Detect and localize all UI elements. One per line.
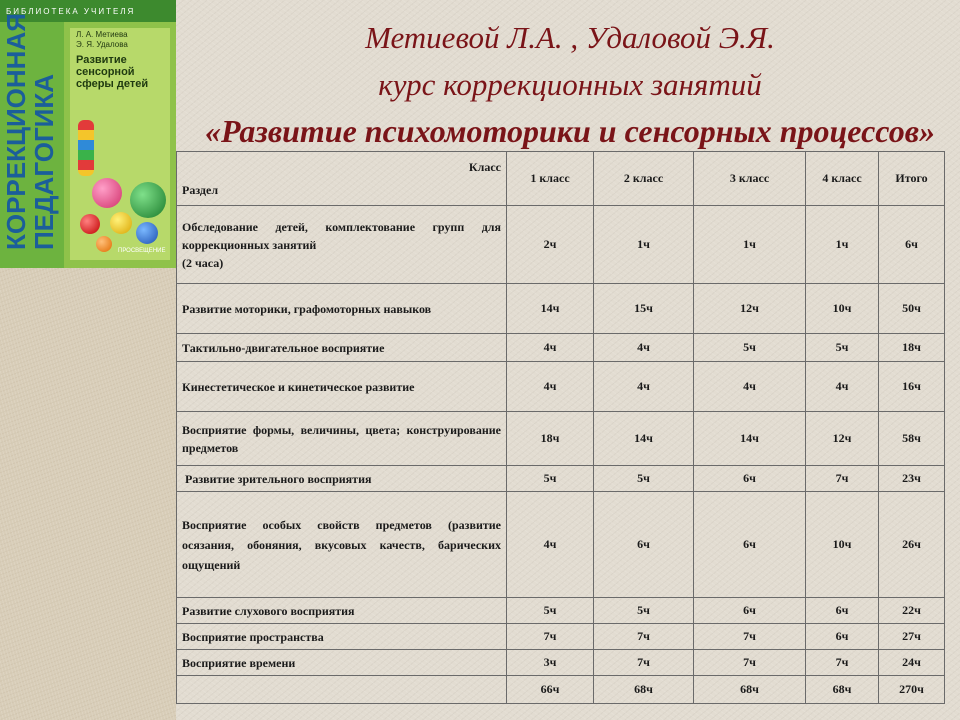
- value-cell: 14ч: [594, 412, 694, 466]
- cover-publisher: ПРОСВЕЩЕНИЕ: [118, 248, 166, 254]
- value-cell: 6ч: [694, 492, 806, 598]
- value-cell: 1ч: [694, 206, 806, 284]
- total-cell: 68ч: [594, 676, 694, 704]
- total-cell: 68ч: [694, 676, 806, 704]
- value-cell: 3ч: [507, 650, 594, 676]
- value-cell: 4ч: [694, 362, 806, 412]
- section-cell: Восприятие пространства: [177, 624, 507, 650]
- cover-vertical-title-line-1: КОРРЕКЦИОННАЯ: [1, 13, 31, 250]
- section-cell: Кинестетическое и кинетическое развитие: [177, 362, 507, 412]
- total-cell: 66ч: [507, 676, 594, 704]
- value-cell: 16ч: [879, 362, 945, 412]
- value-cell: 58ч: [879, 412, 945, 466]
- value-cell: 4ч: [507, 362, 594, 412]
- value-cell: 15ч: [594, 284, 694, 334]
- section-cell: Тактильно-двигательное восприятие: [177, 334, 507, 362]
- value-cell: 26ч: [879, 492, 945, 598]
- value-cell: 6ч: [806, 624, 879, 650]
- toy-ball-blue: [136, 222, 158, 244]
- column-header: 2 класс: [594, 152, 694, 206]
- cover-vertical-title: [2, 13, 58, 250]
- cover-author-2: Э. Я. Удалова: [76, 40, 128, 49]
- value-cell: 10ч: [806, 284, 879, 334]
- value-cell: 10ч: [806, 492, 879, 598]
- value-cell: 50ч: [879, 284, 945, 334]
- value-cell: 5ч: [594, 466, 694, 492]
- title-course-name: «Развитие психомоторики и сенсорных процессов»: [205, 113, 935, 149]
- value-cell: 24ч: [879, 650, 945, 676]
- table-header-row: [177, 152, 945, 206]
- value-cell: 7ч: [594, 624, 694, 650]
- value-cell: 1ч: [806, 206, 879, 284]
- table-row: [177, 412, 945, 466]
- value-cell: 4ч: [594, 334, 694, 362]
- value-cell: 7ч: [594, 650, 694, 676]
- toy-ball-pink: [92, 178, 122, 208]
- value-cell: 12ч: [694, 284, 806, 334]
- toy-ball-red: [80, 214, 100, 234]
- header-class-label: Класс: [468, 159, 501, 174]
- toy-ball-orange: [96, 236, 112, 252]
- table-row: [177, 206, 945, 284]
- value-cell: 5ч: [694, 334, 806, 362]
- column-header: 3 класс: [694, 152, 806, 206]
- cover-book-title: Развитие сенсорной сферы детей: [76, 54, 149, 90]
- book-cover-image: [0, 0, 176, 268]
- column-header: Итого: [879, 152, 945, 206]
- section-cell: Развитие моторики, графомоторных навыков: [177, 284, 507, 334]
- value-cell: 4ч: [594, 362, 694, 412]
- value-cell: 23ч: [879, 466, 945, 492]
- table-row: [177, 650, 945, 676]
- value-cell: 6ч: [594, 492, 694, 598]
- value-cell: 1ч: [594, 206, 694, 284]
- table-row: [177, 466, 945, 492]
- value-cell: 6ч: [694, 598, 806, 624]
- value-cell: 7ч: [694, 624, 806, 650]
- value-cell: 18ч: [507, 412, 594, 466]
- header-section-label: Раздел: [182, 182, 219, 197]
- value-cell: 4ч: [806, 362, 879, 412]
- column-header: 1 класс: [507, 152, 594, 206]
- toy-ball-yellow: [110, 212, 132, 234]
- value-cell: 4ч: [507, 492, 594, 598]
- value-cell: 6ч: [806, 598, 879, 624]
- total-cell: 270ч: [879, 676, 945, 704]
- value-cell: 5ч: [507, 466, 594, 492]
- value-cell: 4ч: [507, 334, 594, 362]
- value-cell: 7ч: [806, 650, 879, 676]
- totals-empty-cell: [177, 676, 507, 704]
- cover-series-bar: БИБЛИОТЕКА УЧИТЕЛЯ: [0, 0, 176, 22]
- cover-authors: [76, 30, 128, 50]
- value-cell: 14ч: [507, 284, 594, 334]
- value-cell: 18ч: [879, 334, 945, 362]
- column-header: 4 класс: [806, 152, 879, 206]
- value-cell: 6ч: [879, 206, 945, 284]
- section-cell: Восприятие времени: [177, 650, 507, 676]
- cover-vertical-title-line-2: ПЕДАГОГИКА: [29, 73, 59, 250]
- slide-title: [180, 14, 960, 155]
- title-course: курс коррекционных занятий: [378, 67, 762, 102]
- section-text: Обследование детей, комплектование групп для коррекционных занятий: [182, 219, 501, 252]
- title-authors: Метиевой Л.А. , Удаловой Э.Я.: [365, 20, 775, 55]
- value-cell: 5ч: [594, 598, 694, 624]
- value-cell: 22ч: [879, 598, 945, 624]
- section-cell: Восприятие особых свойств предметов (развитие осязания, обоняния, вкусовых качеств, барических ощущений: [177, 492, 507, 598]
- toy-ball-green: [130, 182, 166, 218]
- section-cell: Восприятие формы, величины, цвета; конструирование предметов: [177, 412, 507, 466]
- hours-table: [176, 151, 945, 704]
- value-cell: 2ч: [507, 206, 594, 284]
- section-cell: Развитие слухового восприятия: [177, 598, 507, 624]
- total-cell: 68ч: [806, 676, 879, 704]
- toy-pyramid: [78, 120, 94, 176]
- table-totals-row: [177, 676, 945, 704]
- section-cell: [177, 206, 507, 284]
- value-cell: 27ч: [879, 624, 945, 650]
- value-cell: 7ч: [694, 650, 806, 676]
- value-cell: 5ч: [507, 598, 594, 624]
- table-row: [177, 492, 945, 598]
- value-cell: 12ч: [806, 412, 879, 466]
- value-cell: 14ч: [694, 412, 806, 466]
- section-cell: Развитие зрительного восприятия: [177, 466, 507, 492]
- table-row: [177, 624, 945, 650]
- cover-author-1: Л. А. Метиева: [76, 30, 128, 39]
- table-row: [177, 284, 945, 334]
- value-cell: 6ч: [694, 466, 806, 492]
- header-corner-cell: [177, 152, 507, 206]
- value-cell: 5ч: [806, 334, 879, 362]
- value-cell: 7ч: [806, 466, 879, 492]
- table-row: [177, 598, 945, 624]
- value-cell: 7ч: [507, 624, 594, 650]
- table-row: [177, 334, 945, 362]
- table-row: [177, 362, 945, 412]
- section-note: (2 часа): [182, 255, 224, 270]
